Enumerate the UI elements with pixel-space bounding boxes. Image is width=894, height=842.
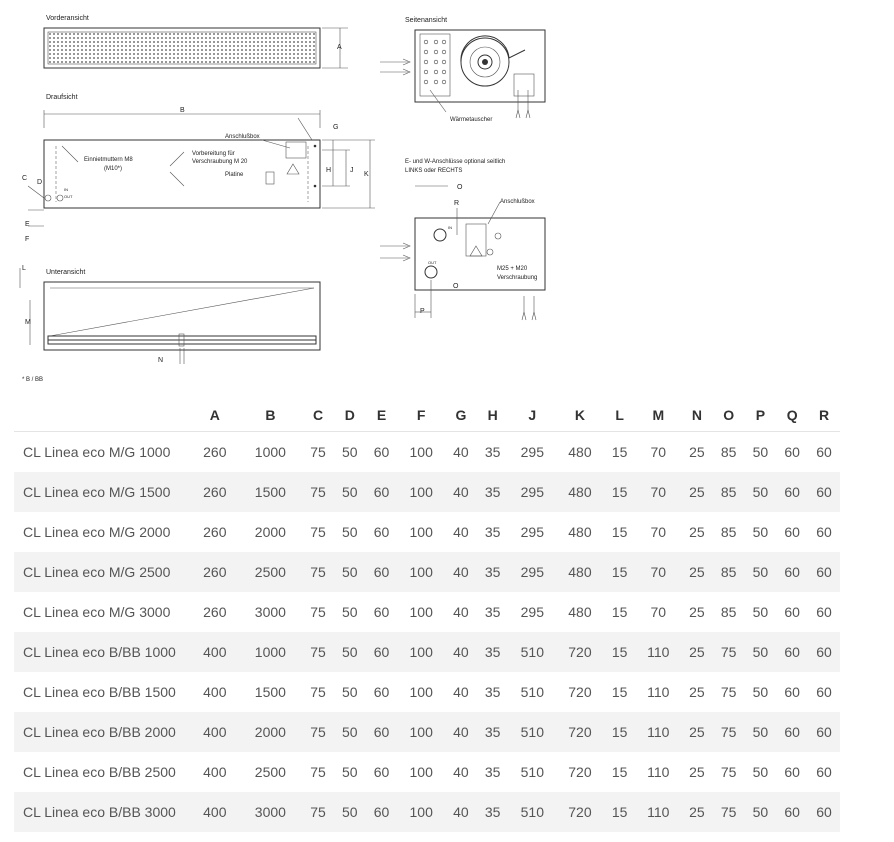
- dimension-cell-m: 70: [650, 444, 667, 460]
- dimension-cell-a: 400: [191, 712, 239, 752]
- dimension-cell-o: 85: [720, 444, 737, 460]
- dim-p-label: P: [420, 308, 425, 315]
- dimension-cell-p: 50: [745, 472, 777, 512]
- dim-b-label: B: [180, 107, 185, 114]
- dimension-cell-e: 60: [366, 552, 398, 592]
- dim-h-label: H: [326, 167, 332, 174]
- dimension-cell-c: 75: [310, 524, 326, 540]
- dim-o-label-bottom: O: [453, 283, 459, 290]
- top-view: [22, 94, 375, 243]
- table-row: [14, 472, 840, 512]
- dimension-cell-k: 720: [568, 684, 592, 700]
- table-row: [14, 792, 840, 832]
- dimension-cell-c: 75: [302, 632, 334, 672]
- dim-o-label-top: O: [457, 184, 463, 191]
- heat-exchanger-label: Wärmetauscher: [450, 117, 493, 123]
- dimension-cell-c: 75: [302, 552, 334, 592]
- dimension-cell-l: 15: [611, 764, 628, 780]
- dimension-cell-c: 75: [310, 684, 326, 700]
- dimension-cell-a: 400: [203, 764, 227, 780]
- dim-r-label: R: [454, 200, 460, 207]
- dimension-cell-d: 50: [341, 604, 358, 620]
- conn-out-label: OUT: [428, 260, 437, 265]
- dimension-cell-h: 35: [477, 792, 509, 832]
- bottom-view-title: Unteransicht: [46, 269, 86, 276]
- dimension-cell-j: 510: [509, 792, 557, 832]
- dim-k-label: K: [364, 171, 369, 178]
- dimension-cell-g: 40: [445, 712, 477, 752]
- model-name-cell: CL Linea eco M/G 2500: [14, 552, 191, 592]
- dimension-cell-d: 50: [341, 764, 358, 780]
- dimension-cell-a: 260: [203, 524, 227, 540]
- side-view-title: Seitenansicht: [405, 17, 448, 24]
- table-row: [14, 632, 840, 672]
- dimension-cell-g: 40: [445, 632, 477, 672]
- dimension-cell-l: 15: [604, 792, 636, 832]
- dimension-cell-k: 720: [556, 632, 604, 672]
- dimension-cell-g: 40: [453, 524, 469, 540]
- front-view-title: Vorderansicht: [46, 15, 89, 22]
- dimension-cell-m: 110: [636, 712, 682, 752]
- connection-view: [380, 159, 545, 320]
- dimension-cell-l: 15: [611, 604, 628, 620]
- dimension-cell-m: 70: [636, 472, 682, 512]
- rivet-nuts-note: (M10*): [104, 166, 123, 172]
- conn-junction-box-label: Anschlußbox: [500, 199, 535, 205]
- column-header: N: [681, 398, 713, 432]
- dimension-cell-b: 1500: [254, 684, 286, 700]
- dimension-cell-k: 720: [556, 792, 604, 832]
- dim-d-label: D: [37, 179, 43, 186]
- dimension-cell-q: 60: [776, 632, 808, 672]
- dimension-cell-e: 60: [366, 632, 398, 672]
- dimension-cell-j: 295: [509, 472, 557, 512]
- dimension-cell-r: 60: [808, 552, 840, 592]
- dimension-cell-p: 50: [745, 632, 777, 672]
- dimension-cell-r: 60: [808, 632, 840, 672]
- model-name-cell: CL Linea eco M/G 1500: [14, 472, 191, 512]
- model-name-cell: CL Linea eco M/G 1000: [23, 444, 171, 460]
- column-header: B: [239, 398, 303, 432]
- dimension-cell-k: 480: [556, 472, 604, 512]
- dimension-cell-k: 480: [568, 604, 592, 620]
- dimension-cell-o: 85: [713, 552, 745, 592]
- column-header: L: [604, 398, 636, 432]
- dimension-cell-o: 75: [720, 764, 737, 780]
- dimension-cell-l: 15: [611, 524, 628, 540]
- model-name-cell: CL Linea eco B/BB 3000: [14, 792, 191, 832]
- prep-label-1: Vorbereitung für: [192, 151, 235, 157]
- dimension-cell-r: 60: [808, 792, 840, 832]
- dimension-cell-q: 60: [776, 712, 808, 752]
- dimension-cell-q: 60: [776, 552, 808, 592]
- dim-e-label: E: [25, 221, 30, 228]
- dimension-cell-j: 295: [520, 444, 544, 460]
- front-view: [44, 15, 348, 68]
- dimension-cell-e: 60: [373, 444, 390, 460]
- dimension-cell-h: 35: [484, 604, 501, 620]
- dimension-cell-r: 60: [816, 604, 832, 620]
- dimension-cell-g: 40: [445, 792, 477, 832]
- dimension-cell-n: 25: [681, 552, 713, 592]
- dimension-cell-p: 50: [745, 552, 777, 592]
- dim-f-label: F: [25, 236, 30, 243]
- dimension-cell-n: 25: [689, 604, 705, 620]
- column-header: C: [302, 398, 334, 432]
- dimension-cell-n: 25: [681, 712, 713, 752]
- dimension-cell-m: 110: [636, 792, 682, 832]
- table-row: [14, 512, 840, 552]
- dimension-cell-d: 50: [334, 472, 366, 512]
- dimension-cell-f: 100: [409, 604, 433, 620]
- dimension-cell-d: 50: [341, 684, 358, 700]
- dimension-cell-j: 510: [520, 684, 544, 700]
- column-header: J: [509, 398, 557, 432]
- dimension-cell-j: 295: [520, 524, 544, 540]
- dimension-cell-k: 480: [568, 524, 592, 540]
- plate-label: Platine: [225, 172, 244, 178]
- dimension-cell-a: 260: [203, 444, 227, 460]
- dimension-cell-j: 510: [520, 764, 544, 780]
- dimension-cell-o: 75: [713, 792, 745, 832]
- dimension-cell-j: 510: [509, 632, 557, 672]
- dimension-cell-c: 75: [302, 792, 334, 832]
- dimension-cell-n: 25: [681, 472, 713, 512]
- top-out-label: OUT: [64, 194, 73, 199]
- dimension-cell-a: 400: [191, 792, 239, 832]
- dimension-cell-d: 50: [341, 524, 358, 540]
- connections-label-1: E- und W-Anschlüsse optional seitlich: [405, 159, 506, 165]
- column-header: D: [334, 398, 366, 432]
- bottom-view: [20, 265, 320, 383]
- dimension-cell-q: 60: [784, 524, 800, 540]
- dimension-cell-d: 50: [341, 444, 358, 460]
- model-name-cell: CL Linea eco B/BB 1000: [14, 632, 191, 672]
- dimension-cell-j: 295: [520, 604, 544, 620]
- table-row: [14, 432, 840, 473]
- dimension-cell-a: 260: [203, 604, 227, 620]
- technical-drawing: [0, 0, 894, 395]
- dimension-cell-l: 15: [604, 712, 636, 752]
- table-header-row: [14, 398, 840, 432]
- dimension-cell-a: 260: [191, 552, 239, 592]
- table-row: [14, 592, 840, 632]
- dimension-cell-k: 720: [556, 712, 604, 752]
- dimension-cell-q: 60: [776, 792, 808, 832]
- table-row: [14, 712, 840, 752]
- dimension-cell-f: 100: [409, 764, 433, 780]
- dimension-cell-o: 85: [720, 524, 737, 540]
- dimension-cell-p: 50: [752, 764, 769, 780]
- dimension-cell-j: 510: [509, 712, 557, 752]
- dimension-cell-m: 110: [636, 632, 682, 672]
- dimension-cell-e: 60: [366, 472, 398, 512]
- column-header: Q: [776, 398, 808, 432]
- dimensions-table: [14, 398, 840, 832]
- dimension-cell-o: 85: [720, 604, 737, 620]
- dimension-cell-l: 15: [611, 444, 628, 460]
- dimension-cell-d: 50: [334, 552, 366, 592]
- dim-c-label: C: [22, 175, 28, 182]
- dimension-cell-o: 85: [713, 472, 745, 512]
- dimension-cell-j: 295: [509, 552, 557, 592]
- dimension-cell-p: 50: [752, 684, 769, 700]
- column-header: F: [397, 398, 445, 432]
- table-row: [14, 672, 840, 712]
- conn-in-label: IN: [448, 225, 452, 230]
- dimension-cell-r: 60: [808, 712, 840, 752]
- column-header: O: [713, 398, 745, 432]
- table-row: [14, 552, 840, 592]
- dimension-cell-q: 60: [784, 604, 800, 620]
- column-header: G: [445, 398, 477, 432]
- dimension-cell-k: 480: [556, 552, 604, 592]
- dim-a-label: A: [337, 44, 342, 51]
- dimension-cell-p: 50: [752, 444, 769, 460]
- column-header: E: [366, 398, 398, 432]
- column-header: H: [477, 398, 509, 432]
- dimension-cell-o: 75: [713, 632, 745, 672]
- connections-label-2: LINKS oder RECHTS: [405, 168, 463, 174]
- dimension-cell-g: 40: [445, 472, 477, 512]
- dimension-cell-h: 35: [484, 444, 501, 460]
- dimension-cell-n: 25: [681, 792, 713, 832]
- dimension-cell-c: 75: [310, 604, 326, 620]
- dimension-cell-f: 100: [397, 472, 445, 512]
- dimension-cell-b: 2000: [254, 524, 286, 540]
- dimension-cell-r: 60: [816, 524, 832, 540]
- dimension-cell-m: 70: [636, 552, 682, 592]
- dimension-cell-b: 1500: [239, 472, 303, 512]
- model-name-cell: CL Linea eco B/BB 2500: [23, 764, 176, 780]
- column-header: A: [191, 398, 239, 432]
- dimension-cell-q: 60: [784, 684, 800, 700]
- column-header: M: [636, 398, 682, 432]
- dimension-cell-c: 75: [302, 472, 334, 512]
- dimension-cell-g: 40: [453, 764, 469, 780]
- dimension-cell-h: 35: [477, 632, 509, 672]
- dimension-cell-p: 50: [752, 604, 769, 620]
- dimension-cell-n: 25: [689, 524, 705, 540]
- dimension-cell-r: 60: [816, 684, 832, 700]
- dimension-cell-d: 50: [334, 792, 366, 832]
- dimension-cell-f: 100: [409, 524, 433, 540]
- dimension-cell-c: 75: [310, 764, 326, 780]
- dimension-cell-f: 100: [409, 684, 433, 700]
- dim-l-label: L: [22, 265, 26, 272]
- dimension-cell-e: 60: [366, 792, 398, 832]
- dim-g-label: G: [333, 124, 339, 131]
- dimension-cell-l: 15: [604, 472, 636, 512]
- gland-label-2: Verschraubung: [497, 275, 538, 281]
- dimension-cell-e: 60: [373, 684, 390, 700]
- dimension-cell-e: 60: [373, 604, 390, 620]
- dimension-cell-f: 100: [409, 444, 433, 460]
- dim-j-label: J: [350, 167, 354, 174]
- dimension-cell-b: 1000: [254, 444, 286, 460]
- dimension-cell-n: 25: [689, 764, 705, 780]
- dimension-cell-h: 35: [477, 712, 509, 752]
- dimension-cell-o: 75: [720, 684, 737, 700]
- dimension-cell-b: 2500: [254, 764, 286, 780]
- dimension-cell-l: 15: [604, 632, 636, 672]
- dimension-cell-p: 50: [745, 792, 777, 832]
- dimension-cell-g: 40: [445, 552, 477, 592]
- prep-label-2: Verschraubung M 20: [192, 159, 248, 165]
- column-header: K: [556, 398, 604, 432]
- dimension-cell-h: 35: [484, 684, 501, 700]
- dimension-cell-g: 40: [453, 444, 469, 460]
- dimension-cell-a: 400: [191, 632, 239, 672]
- model-column-header: [14, 398, 191, 432]
- side-view: [380, 17, 545, 123]
- dimension-cell-g: 40: [453, 604, 469, 620]
- dimension-cell-q: 60: [776, 472, 808, 512]
- model-name-cell: CL Linea eco B/BB 2000: [14, 712, 191, 752]
- dimension-cell-b: 3000: [254, 604, 286, 620]
- column-header: P: [745, 398, 777, 432]
- footnote: * B / BB: [22, 377, 44, 383]
- dimension-cell-h: 35: [484, 764, 501, 780]
- dim-n-label: N: [158, 357, 164, 364]
- junction-box-label: Anschlußbox: [225, 134, 260, 140]
- dimension-cell-e: 60: [373, 524, 390, 540]
- table-row: [14, 752, 840, 792]
- rivet-nuts-label: Einnietmuttern M8: [84, 157, 133, 163]
- dimension-cell-p: 50: [752, 524, 769, 540]
- dimension-cell-h: 35: [484, 524, 501, 540]
- dimension-cell-m: 70: [650, 604, 667, 620]
- dimension-cell-d: 50: [334, 632, 366, 672]
- dimension-cell-f: 100: [397, 632, 445, 672]
- dimension-cell-q: 60: [784, 764, 800, 780]
- dimension-cell-h: 35: [477, 472, 509, 512]
- model-name-cell: CL Linea eco M/G 2000: [23, 524, 171, 540]
- dimension-cell-c: 75: [302, 712, 334, 752]
- model-name-cell: CL Linea eco M/G 3000: [23, 604, 171, 620]
- dimension-cell-p: 50: [745, 712, 777, 752]
- dimension-cell-r: 60: [816, 444, 832, 460]
- dimension-cell-b: 2500: [239, 552, 303, 592]
- dimension-cell-a: 260: [191, 472, 239, 512]
- top-view-title: Draufsicht: [46, 94, 78, 101]
- dimension-cell-m: 70: [650, 524, 667, 540]
- dimension-cell-n: 25: [689, 684, 705, 700]
- model-name-cell: CL Linea eco B/BB 1500: [23, 684, 176, 700]
- dimension-cell-q: 60: [784, 444, 800, 460]
- dimension-cell-f: 100: [397, 552, 445, 592]
- dimension-cell-g: 40: [453, 684, 469, 700]
- column-header: R: [808, 398, 840, 432]
- dimension-cell-n: 25: [689, 444, 705, 460]
- dimension-cell-e: 60: [366, 712, 398, 752]
- dimension-cell-b: 2000: [239, 712, 303, 752]
- gland-label-1: M25 + M20: [497, 266, 528, 272]
- dim-m-label: M: [25, 319, 31, 326]
- dimension-cell-f: 100: [397, 712, 445, 752]
- top-in-label: IN: [64, 187, 68, 192]
- dimension-cell-f: 100: [397, 792, 445, 832]
- dimension-cell-l: 15: [611, 684, 628, 700]
- dimension-cell-r: 60: [816, 764, 832, 780]
- dimension-cell-o: 75: [713, 712, 745, 752]
- dimension-cell-n: 25: [681, 632, 713, 672]
- dimension-cell-b: 1000: [239, 632, 303, 672]
- dimension-cell-d: 50: [334, 712, 366, 752]
- dimension-cell-l: 15: [604, 552, 636, 592]
- dimension-cell-m: 110: [647, 684, 670, 700]
- dimension-cell-m: 110: [647, 764, 670, 780]
- dimension-cell-r: 60: [808, 472, 840, 512]
- dimension-cell-b: 3000: [239, 792, 303, 832]
- dimension-cell-k: 720: [568, 764, 592, 780]
- dimension-cell-c: 75: [310, 444, 326, 460]
- dimension-cell-h: 35: [477, 552, 509, 592]
- dimension-cell-k: 480: [568, 444, 592, 460]
- dimension-cell-a: 400: [203, 684, 227, 700]
- dimension-cell-e: 60: [373, 764, 390, 780]
